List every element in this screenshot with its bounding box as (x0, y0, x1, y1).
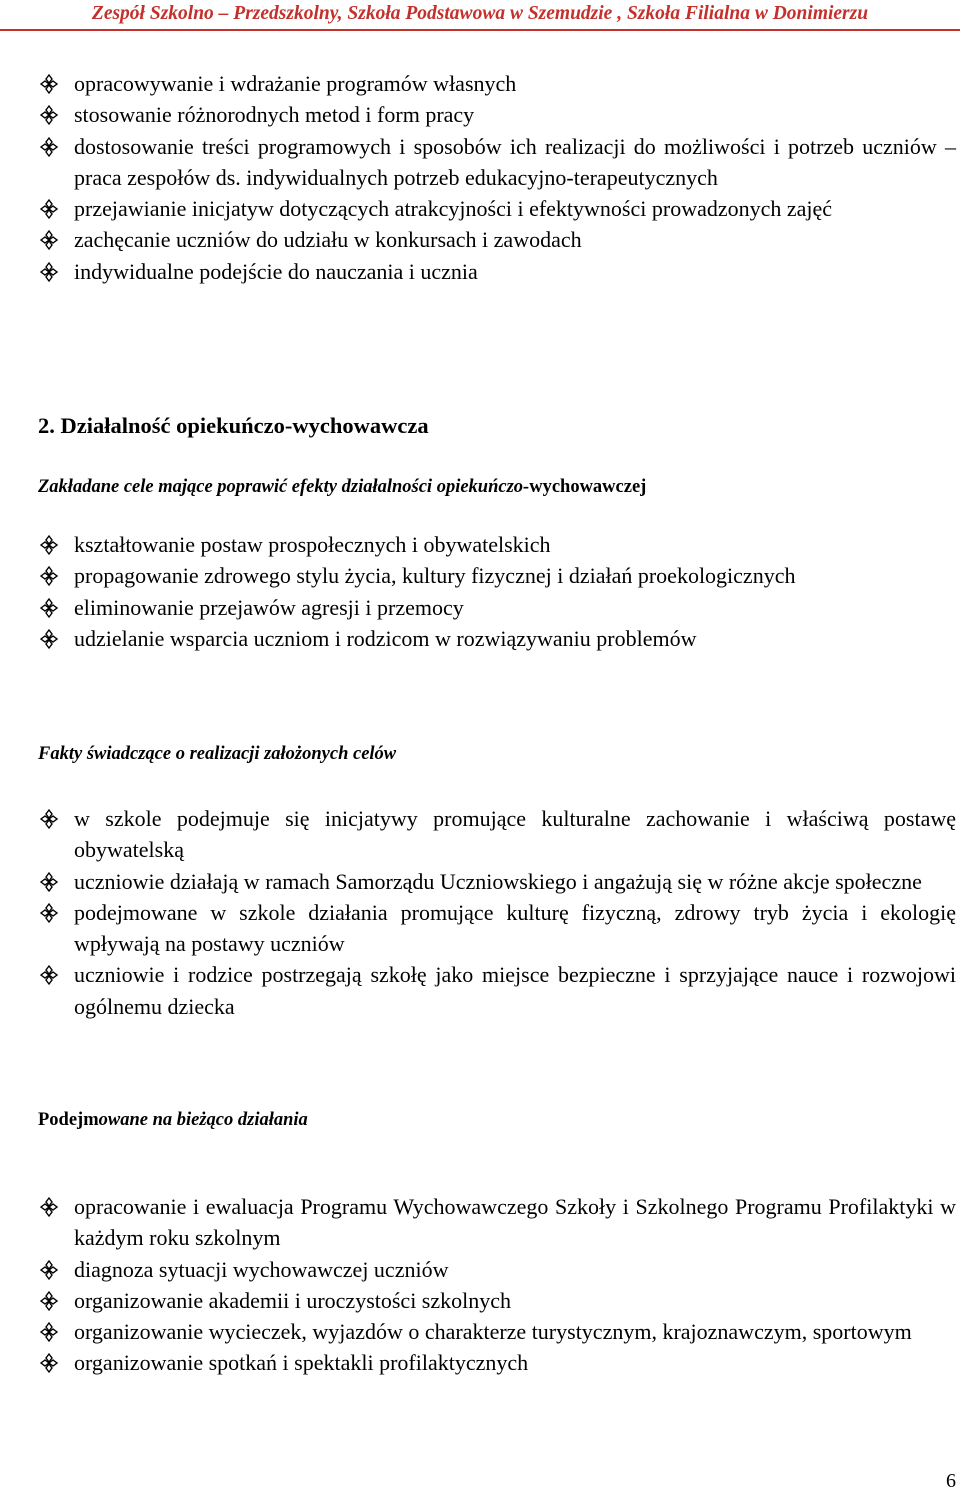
four-diamond-bullet-icon (38, 897, 62, 928)
goals-heading: Zakładane cele mające poprawić efekty działalności opiekuńczo-wychowawczej (38, 477, 647, 497)
four-diamond-bullet-icon (38, 224, 62, 255)
list-item: opracowywanie i wdrażanie programów własnych (36, 68, 956, 99)
page-header: Zespół Szkolno – Przedszkolny, Szkoła Podstawowa w Szemudzie , Szkoła Filialna w Donimierzu (91, 3, 869, 24)
list-item: zachęcanie uczniów do udziału w konkursach i zawodach (36, 224, 956, 255)
section-title: 2. Działalność opiekuńczo-wychowawcza (38, 413, 429, 438)
list-item: indywidualne podejście do nauczania i ucznia (36, 256, 956, 287)
list-item: stosowanie różnorodnych metod i form pracy (36, 99, 956, 130)
four-diamond-bullet-icon (38, 193, 62, 224)
four-diamond-bullet-icon (38, 1285, 62, 1316)
list-item: przejawianie inicjatyw dotyczących atrakcyjności i efektywności prowadzonych zajęć (36, 193, 956, 224)
list-item: w szkole podejmuje się inicjatywy promujące kulturalne zachowanie i właściwą postawę obywatelską (36, 803, 956, 866)
facts-list (36, 803, 956, 1022)
list-item: eliminowanie przejawów agresji i przemocy (36, 592, 956, 623)
actions-list (36, 1191, 956, 1379)
actions-heading: Podejmowane na bieżąco działania (38, 1110, 308, 1130)
list-item: organizowanie spotkań i spektakli profilaktycznych (36, 1347, 956, 1378)
four-diamond-bullet-icon (38, 560, 62, 591)
four-diamond-bullet-icon (38, 623, 62, 654)
list-item: organizowanie akademii i uroczystości szkolnych (36, 1285, 956, 1316)
facts-heading: Fakty świadczące o realizacji założonych celów (38, 744, 397, 764)
header-divider (0, 29, 960, 31)
four-diamond-bullet-icon (38, 959, 62, 990)
list-item: propagowanie zdrowego stylu życia, kultury fizycznej i działań proekologicznych (36, 560, 956, 591)
list-item: uczniowie działają w ramach Samorządu Uczniowskiego i angażują się w różne akcje społeczne (36, 866, 956, 897)
list-item: podejmowane w szkole działania promujące kulturę fizyczną, zdrowy tryb życia i ekologię wpływają na postawy uczniów (36, 897, 956, 960)
list-item: kształtowanie postaw prospołecznych i obywatelskich (36, 529, 956, 560)
four-diamond-bullet-icon (38, 866, 62, 897)
goals-list (36, 529, 956, 654)
methods-list (36, 68, 956, 287)
four-diamond-bullet-icon (38, 99, 62, 130)
four-diamond-bullet-icon (38, 592, 62, 623)
four-diamond-bullet-icon (38, 131, 62, 162)
list-item: diagnoza sytuacji wychowawczej uczniów (36, 1254, 956, 1285)
four-diamond-bullet-icon (38, 256, 62, 287)
four-diamond-bullet-icon (38, 1254, 62, 1285)
list-item: organizowanie wycieczek, wyjazdów o charakterze turystycznym, krajoznawczym, sportowym (36, 1316, 956, 1347)
four-diamond-bullet-icon (38, 529, 62, 560)
four-diamond-bullet-icon (38, 1347, 62, 1378)
four-diamond-bullet-icon (38, 1316, 62, 1347)
list-item: uczniowie i rodzice postrzegają szkołę jako miejsce bezpieczne i sprzyjające nauce i rozwojowi ogólnemu dziecka (36, 959, 956, 1022)
page-number: 6 (946, 1470, 956, 1492)
list-item: opracowanie i ewaluacja Programu Wychowawczego Szkoły i Szkolnego Programu Profilaktyki w każdym roku szkolnym (36, 1191, 956, 1254)
list-item: dostosowanie treści programowych i sposobów ich realizacji do możliwości i potrzeb uczniów – praca zespołów ds. indywidualnych potrzeb edukacyjno-terapeutycznych (36, 131, 956, 194)
four-diamond-bullet-icon (38, 1191, 62, 1222)
four-diamond-bullet-icon (38, 803, 62, 834)
list-item: udzielanie wsparcia uczniom i rodzicom w rozwiązywaniu problemów (36, 623, 956, 654)
four-diamond-bullet-icon (38, 68, 62, 99)
